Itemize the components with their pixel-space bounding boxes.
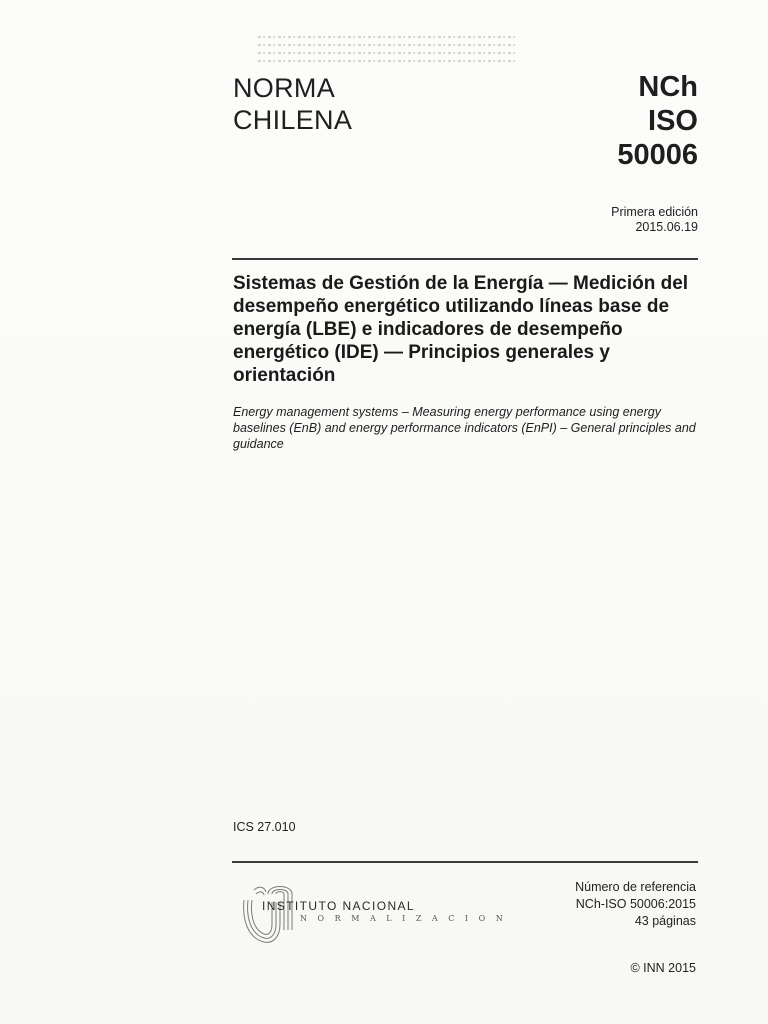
spanish-title: Sistemas de Gestión de la Energía — Medición del desempeño energético utilizando líneas base de energía (LBE) e indicadores de desempeño energético (IDE) — Principios generales y orientación	[233, 273, 689, 386]
inn-logo	[232, 880, 507, 950]
norma-chilena-heading	[233, 72, 352, 136]
code-iso: ISO	[648, 105, 698, 137]
norma-line: NORMA	[233, 73, 335, 103]
reference-label: Número de referencia	[575, 880, 696, 894]
edition-label: Primera edición	[611, 205, 698, 219]
edition-date: 2015.06.19	[635, 220, 698, 234]
code-number: 50006	[617, 139, 698, 171]
top-divider	[232, 258, 698, 260]
inn-logo-icon	[234, 880, 306, 948]
ics-code: ICS 27.010	[233, 820, 296, 834]
english-title: Energy management systems – Measuring energy performance using energy baselines (EnB) and energy performance indicators (EnPI) – General principles and guidance	[233, 405, 696, 451]
standard-code	[617, 70, 698, 172]
logo-subtitle: N O R M A L I Z A C I O N	[300, 914, 507, 923]
reference-block	[575, 879, 696, 930]
logo-institute-name: INSTITUTO NACIONAL	[262, 899, 415, 913]
page-count: 43 páginas	[634, 914, 696, 928]
faded-stamp	[258, 36, 518, 70]
reference-code: NCh-ISO 50006:2015	[575, 897, 696, 911]
code-nch: NCh	[638, 71, 698, 103]
chilena-line: CHILENA	[233, 105, 353, 135]
edition-info	[611, 205, 698, 235]
copyright-notice: © INN 2015	[630, 961, 696, 975]
bottom-divider	[232, 861, 698, 863]
